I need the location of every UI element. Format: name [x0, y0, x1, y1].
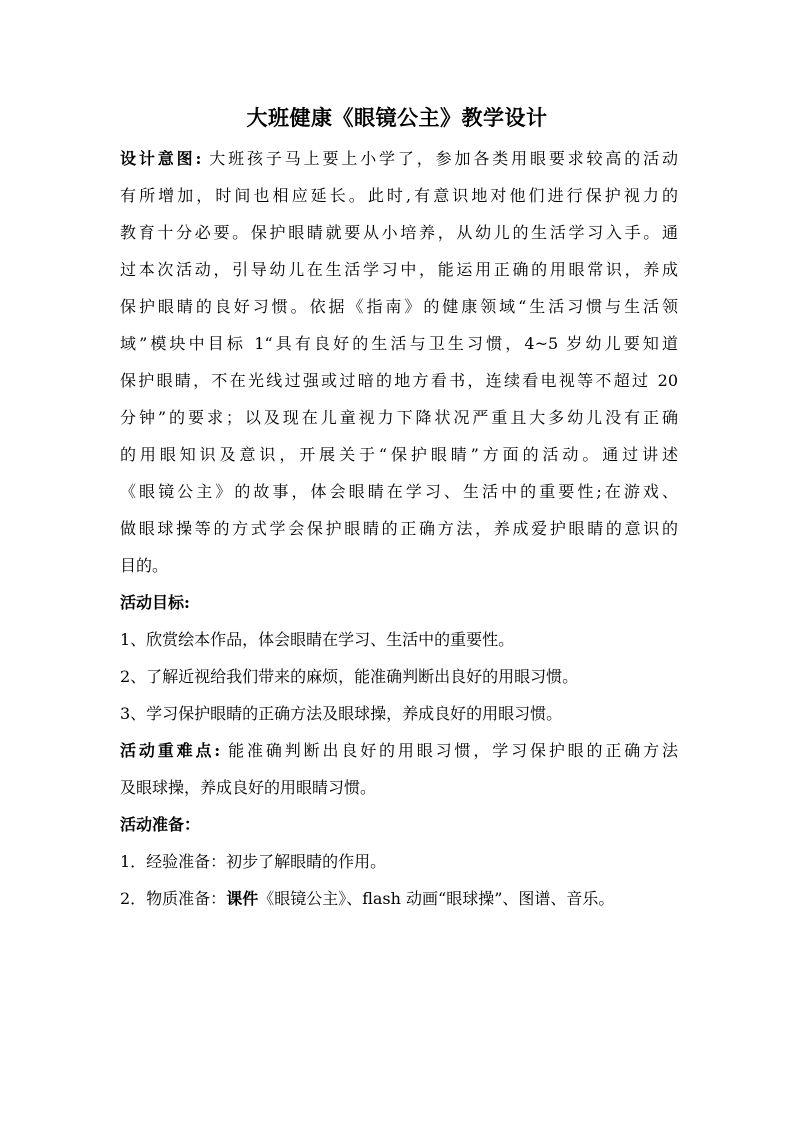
design-intent-line: 《眼镜公主》的故事，体会眼睛在学习、生活中的重要性;在游戏、 [120, 482, 678, 501]
design-intent-line: 的用眼知识及意识，开展关于“保护眼睛”方面的活动。通过讲述 [120, 445, 678, 464]
design-intent-line: 分钟”的要求；以及现在儿童视力下降状况严重且大多幼儿没有正确 [120, 408, 678, 427]
document-body [120, 140, 678, 917]
difficulty-text: 能准确判断出良好的用眼习惯，学习保护眼的正确方法 [220, 741, 678, 760]
preparation-heading: 活动准备： [120, 815, 201, 834]
difficulty-line: 及眼球操，养成良好的用眼睛习惯。 [120, 778, 377, 797]
design-intent-line: 有所增加，时间也相应延长。此时,有意识地对他们进行保护视力的 [120, 186, 678, 205]
preparation-item-prefix: 2．物质准备： [120, 889, 227, 908]
preparation-item-rest: 《眼镜公主》、flash 动画“眼球操”、图谱、音乐。 [258, 889, 615, 908]
design-intent-line: 做眼球操等的方式学会保护眼睛的正确方法，养成爱护眼睛的意识的 [120, 519, 678, 538]
design-intent-text: 大班孩子马上要上小学了，参加各类用眼要求较高的活动 [201, 149, 678, 168]
goal-item: 1、欣赏绘本作品，体会眼睛在学习、生活中的重要性。 [120, 630, 515, 649]
difficulty-label: 活动重难点: [120, 741, 221, 760]
design-intent-line: 目的。 [120, 556, 169, 575]
goal-item: 3、学习保护眼睛的正确方法及眼球操，养成良好的用眼习惯。 [120, 704, 563, 723]
document-title: 大班健康《眼镜公主》教学设计 [246, 105, 548, 130]
design-intent-line [120, 140, 678, 177]
goal-item: 2、了解近视给我们带来的麻烦，能准确判断出良好的用眼习惯。 [120, 667, 579, 686]
design-intent-label: 设计意图: [120, 149, 202, 168]
design-intent-line: 保护眼睛的良好习惯。依据《指南》的健康领域“生活习惯与生活领 [120, 297, 678, 316]
goals-heading: 活动目标: [120, 593, 190, 612]
design-intent-line: 域”模块中目标 1“具有良好的生活与卫生习惯，4~5 岁幼儿要知道 [120, 334, 678, 353]
preparation-item: 1．经验准备：初步了解眼睛的作用。 [120, 852, 387, 871]
difficulty-line [120, 732, 678, 769]
design-intent-line: 保护眼睛，不在光线过强或过暗的地方看书，连续看电视等不超过 20 [120, 371, 678, 390]
design-intent-line: 过本次活动，引导幼儿在生活学习中，能运用正确的用眼常识，养成 [120, 260, 678, 279]
preparation-item [120, 880, 678, 917]
preparation-item-bold: 课件 [226, 889, 259, 908]
design-intent-line: 教育十分必要。保护眼睛就要从小培养，从幼儿的生活学习入手。通 [120, 223, 678, 242]
